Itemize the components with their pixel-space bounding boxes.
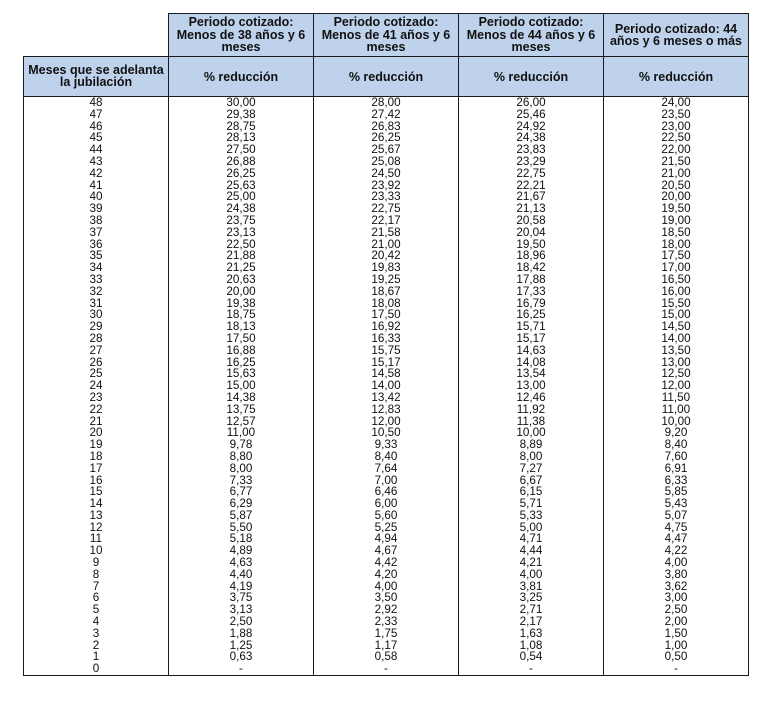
reduction-cell-44-plus: 22,00 [604, 144, 749, 156]
reduction-cell-38: 23,75 [169, 215, 314, 227]
table-row [24, 156, 749, 168]
reduction-table [23, 13, 749, 676]
reduction-cell-38: 27,50 [169, 144, 314, 156]
reduction-cell-44: 24,92 [459, 121, 604, 133]
reduction-cell-44-plus: 0,50 [604, 651, 749, 663]
months-cell: 44 [24, 144, 169, 156]
reduction-cell-44-plus: 5,43 [604, 498, 749, 510]
reduction-cell-38: 0,63 [169, 651, 314, 663]
reduction-cell-41: 7,00 [314, 475, 459, 487]
months-cell: 27 [24, 345, 169, 357]
months-cell: 30 [24, 309, 169, 321]
reduction-cell-41: 21,00 [314, 239, 459, 251]
months-cell: 6 [24, 592, 169, 604]
months-cell: 14 [24, 498, 169, 510]
reduction-cell-44: 14,08 [459, 357, 604, 369]
reduction-cell-38: 5,50 [169, 522, 314, 534]
reduction-cell-44: 3,81 [459, 581, 604, 593]
reduction-cell-44: 23,83 [459, 144, 604, 156]
reduction-cell-44: 8,89 [459, 439, 604, 451]
reduction-cell-38: 9,78 [169, 439, 314, 451]
reduction-cell-41: 3,50 [314, 592, 459, 604]
reduction-cell-44: 1,08 [459, 640, 604, 652]
reduction-cell-41: 4,42 [314, 557, 459, 569]
blank-corner-cell [24, 14, 169, 57]
months-cell: 41 [24, 180, 169, 192]
reduction-cell-44: 12,46 [459, 392, 604, 404]
reduction-cell-41: 26,83 [314, 121, 459, 133]
reduction-cell-38: 13,75 [169, 404, 314, 416]
reduction-cell-44-plus: 4,00 [604, 557, 749, 569]
reduction-cell-44-plus: 19,50 [604, 203, 749, 215]
reduction-cell-38: 15,00 [169, 380, 314, 392]
reduction-cell-41: 12,00 [314, 416, 459, 428]
reduction-cell-38: 6,29 [169, 498, 314, 510]
reduction-cell-44: 11,92 [459, 404, 604, 416]
reduction-cell-41: 25,67 [314, 144, 459, 156]
reduction-cell-41: 27,42 [314, 109, 459, 121]
months-cell: 15 [24, 486, 169, 498]
reduction-cell-44: 17,33 [459, 286, 604, 298]
reduction-cell-44-plus: 23,50 [604, 109, 749, 121]
reduction-cell-38: 26,88 [169, 156, 314, 168]
months-cell: 38 [24, 215, 169, 227]
table-row [24, 451, 749, 463]
reduction-cell-44-plus: 2,50 [604, 604, 749, 616]
reduction-cell-44-plus: 15,00 [604, 309, 749, 321]
reduction-cell-44: 6,15 [459, 486, 604, 498]
months-cell: 11 [24, 533, 169, 545]
reduction-cell-44-plus: - [604, 663, 749, 675]
months-cell: 18 [24, 451, 169, 463]
reduction-cell-44-plus: 24,00 [604, 97, 749, 109]
reduction-cell-38: 1,25 [169, 640, 314, 652]
reduction-cell-44: 5,71 [459, 498, 604, 510]
reduction-cell-44: 5,00 [459, 522, 604, 534]
months-cell: 17 [24, 463, 169, 475]
reduction-cell-38: 4,63 [169, 557, 314, 569]
months-cell: 20 [24, 427, 169, 439]
reduction-cell-41: 26,25 [314, 132, 459, 144]
reduction-cell-38: 15,63 [169, 368, 314, 380]
table-row [24, 109, 749, 121]
reduction-header: % reducción [459, 57, 604, 97]
reduction-cell-38: 26,25 [169, 168, 314, 180]
reduction-cell-38: 25,00 [169, 191, 314, 203]
reduction-cell-44-plus: 5,85 [604, 486, 749, 498]
table-row [24, 286, 749, 298]
reduction-cell-41: 14,00 [314, 380, 459, 392]
reduction-cell-44: 21,13 [459, 203, 604, 215]
reduction-cell-44-plus: 10,00 [604, 416, 749, 428]
months-cell: 1 [24, 651, 169, 663]
months-cell: 8 [24, 569, 169, 581]
reduction-cell-41: 28,00 [314, 97, 459, 109]
table-row [24, 215, 749, 227]
reduction-cell-44-plus: 12,50 [604, 368, 749, 380]
reduction-cell-38: 23,13 [169, 227, 314, 239]
reduction-cell-38: 30,00 [169, 97, 314, 109]
table-row [24, 168, 749, 180]
reduction-cell-44: 2,71 [459, 604, 604, 616]
reduction-cell-41: 1,75 [314, 628, 459, 640]
reduction-cell-41: 16,33 [314, 333, 459, 345]
reduction-cell-38: 5,18 [169, 533, 314, 545]
months-cell: 3 [24, 628, 169, 640]
reduction-cell-38: 11,00 [169, 427, 314, 439]
months-cell: 5 [24, 604, 169, 616]
reduction-cell-44: 16,25 [459, 309, 604, 321]
reduction-cell-44-plus: 18,50 [604, 227, 749, 239]
reduction-cell-44-plus: 13,50 [604, 345, 749, 357]
reduction-cell-44: 4,44 [459, 545, 604, 557]
reduction-cell-38: 20,63 [169, 274, 314, 286]
reduction-cell-44: 20,04 [459, 227, 604, 239]
reduction-cell-41: 4,00 [314, 581, 459, 593]
months-cell: 24 [24, 380, 169, 392]
reduction-cell-41: 24,50 [314, 168, 459, 180]
months-cell: 25 [24, 368, 169, 380]
reduction-cell-38: 16,88 [169, 345, 314, 357]
reduction-cell-44-plus: 16,00 [604, 286, 749, 298]
reduction-cell-44-plus: 21,50 [604, 156, 749, 168]
reduction-cell-44-plus: 5,07 [604, 510, 749, 522]
reduction-cell-44: 17,88 [459, 274, 604, 286]
reduction-cell-41: 17,50 [314, 309, 459, 321]
table-row [24, 227, 749, 239]
months-cell: 34 [24, 262, 169, 274]
reduction-cell-44: 13,54 [459, 368, 604, 380]
months-cell: 39 [24, 203, 169, 215]
reduction-cell-38: 25,63 [169, 180, 314, 192]
months-cell: 35 [24, 250, 169, 262]
reduction-cell-44-plus: 3,62 [604, 581, 749, 593]
reduction-cell-38: 17,50 [169, 333, 314, 345]
months-cell: 43 [24, 156, 169, 168]
reduction-cell-44-plus: 6,33 [604, 475, 749, 487]
reduction-cell-44-plus: 20,50 [604, 180, 749, 192]
reduction-cell-44-plus: 2,00 [604, 616, 749, 628]
reduction-cell-44: 19,50 [459, 239, 604, 251]
label-header-row [24, 57, 749, 97]
reduction-cell-41: 4,67 [314, 545, 459, 557]
reduction-cell-41: 4,94 [314, 533, 459, 545]
reduction-cell-44-plus: 6,91 [604, 463, 749, 475]
months-cell: 33 [24, 274, 169, 286]
reduction-cell-41: 7,64 [314, 463, 459, 475]
reduction-cell-41: 8,40 [314, 451, 459, 463]
reduction-cell-44: 21,67 [459, 191, 604, 203]
reduction-cell-38: 16,25 [169, 357, 314, 369]
months-advance-header: Meses que se adelanta la jubilación [24, 57, 169, 97]
reduction-cell-44-plus: 11,50 [604, 392, 749, 404]
reduction-cell-38: 24,38 [169, 203, 314, 215]
reduction-cell-44-plus: 20,00 [604, 191, 749, 203]
reduction-cell-41: 6,00 [314, 498, 459, 510]
reduction-cell-38: 8,00 [169, 463, 314, 475]
reduction-cell-44-plus: 18,00 [604, 239, 749, 251]
reduction-cell-44: 13,00 [459, 380, 604, 392]
reduction-cell-38: - [169, 663, 314, 675]
reduction-cell-38: 22,50 [169, 239, 314, 251]
reduction-cell-38: 21,88 [169, 250, 314, 262]
months-cell: 4 [24, 616, 169, 628]
reduction-cell-44: 6,67 [459, 475, 604, 487]
table-row [24, 663, 749, 675]
reduction-cell-44-plus: 1,00 [604, 640, 749, 652]
reduction-cell-44: 4,21 [459, 557, 604, 569]
period-header-41: Periodo cotizado: Menos de 41 años y 6 meses [314, 14, 459, 57]
reduction-cell-44: - [459, 663, 604, 675]
months-cell: 36 [24, 239, 169, 251]
reduction-cell-44-plus: 21,00 [604, 168, 749, 180]
reduction-cell-38: 28,13 [169, 132, 314, 144]
reduction-cell-38: 4,19 [169, 581, 314, 593]
reduction-cell-41: 2,33 [314, 616, 459, 628]
reduction-cell-44: 18,96 [459, 250, 604, 262]
reduction-cell-44: 14,63 [459, 345, 604, 357]
months-cell: 46 [24, 121, 169, 133]
period-header-44-plus: Periodo cotizado: 44 años y 6 meses o más [604, 14, 749, 57]
reduction-cell-41: 4,20 [314, 569, 459, 581]
months-cell: 48 [24, 97, 169, 109]
reduction-cell-38: 4,89 [169, 545, 314, 557]
period-header-row [24, 14, 749, 57]
reduction-cell-41: - [314, 663, 459, 675]
reduction-cell-44-plus: 1,50 [604, 628, 749, 640]
months-cell: 21 [24, 416, 169, 428]
period-header-44: Periodo cotizado: Menos de 44 años y 6 meses [459, 14, 604, 57]
reduction-cell-44-plus: 4,47 [604, 533, 749, 545]
reduction-cell-44: 1,63 [459, 628, 604, 640]
months-cell: 7 [24, 581, 169, 593]
period-header-38: Periodo cotizado: Menos de 38 años y 6 meses [169, 14, 314, 57]
reduction-cell-41: 19,83 [314, 262, 459, 274]
months-cell: 19 [24, 439, 169, 451]
reduction-cell-44: 0,54 [459, 651, 604, 663]
reduction-cell-41: 15,17 [314, 357, 459, 369]
reduction-cell-44: 15,17 [459, 333, 604, 345]
reduction-cell-41: 14,58 [314, 368, 459, 380]
reduction-cell-44: 2,17 [459, 616, 604, 628]
reduction-cell-44: 16,79 [459, 298, 604, 310]
reduction-cell-38: 18,13 [169, 321, 314, 333]
reduction-cell-38: 3,13 [169, 604, 314, 616]
reduction-cell-44: 20,58 [459, 215, 604, 227]
reduction-cell-41: 20,42 [314, 250, 459, 262]
reduction-cell-38: 8,80 [169, 451, 314, 463]
reduction-cell-44: 4,71 [459, 533, 604, 545]
reduction-cell-38: 7,33 [169, 475, 314, 487]
reduction-header: % reducción [604, 57, 749, 97]
reduction-cell-44-plus: 8,40 [604, 439, 749, 451]
reduction-cell-44-plus: 11,00 [604, 404, 749, 416]
reduction-cell-41: 22,17 [314, 215, 459, 227]
reduction-cell-38: 3,75 [169, 592, 314, 604]
reduction-cell-38: 6,77 [169, 486, 314, 498]
months-cell: 23 [24, 392, 169, 404]
reduction-cell-38: 28,75 [169, 121, 314, 133]
reduction-cell-38: 12,57 [169, 416, 314, 428]
reduction-cell-44: 4,00 [459, 569, 604, 581]
table-row [24, 463, 749, 475]
reduction-cell-44: 8,00 [459, 451, 604, 463]
reduction-cell-41: 0,58 [314, 651, 459, 663]
reduction-cell-38: 5,87 [169, 510, 314, 522]
months-cell: 42 [24, 168, 169, 180]
table-row [24, 404, 749, 416]
reduction-cell-44-plus: 17,00 [604, 262, 749, 274]
reduction-cell-44: 26,00 [459, 97, 604, 109]
months-cell: 16 [24, 475, 169, 487]
reduction-cell-44-plus: 23,00 [604, 121, 749, 133]
reduction-cell-44: 22,75 [459, 168, 604, 180]
reduction-cell-44: 23,29 [459, 156, 604, 168]
months-cell: 37 [24, 227, 169, 239]
months-cell: 45 [24, 132, 169, 144]
reduction-cell-38: 21,25 [169, 262, 314, 274]
reduction-cell-44-plus: 14,50 [604, 321, 749, 333]
months-cell: 12 [24, 522, 169, 534]
months-cell: 28 [24, 333, 169, 345]
reduction-cell-44-plus: 14,00 [604, 333, 749, 345]
reduction-cell-41: 10,50 [314, 427, 459, 439]
reduction-cell-41: 21,58 [314, 227, 459, 239]
table-body [24, 97, 749, 676]
reduction-cell-41: 18,67 [314, 286, 459, 298]
reduction-cell-44: 15,71 [459, 321, 604, 333]
reduction-cell-44-plus: 13,00 [604, 357, 749, 369]
table-row [24, 510, 749, 522]
months-cell: 29 [24, 321, 169, 333]
table-header [24, 14, 749, 97]
reduction-cell-44-plus: 9,20 [604, 427, 749, 439]
reduction-header: % reducción [314, 57, 459, 97]
reduction-cell-38: 29,38 [169, 109, 314, 121]
months-cell: 2 [24, 640, 169, 652]
reduction-cell-44: 25,46 [459, 109, 604, 121]
reduction-cell-41: 6,46 [314, 486, 459, 498]
table-row [24, 569, 749, 581]
reduction-cell-41: 1,17 [314, 640, 459, 652]
reduction-cell-44-plus: 3,80 [604, 569, 749, 581]
reduction-cell-44-plus: 15,50 [604, 298, 749, 310]
reduction-cell-44: 24,38 [459, 132, 604, 144]
reduction-cell-44: 10,00 [459, 427, 604, 439]
reduction-cell-41: 25,08 [314, 156, 459, 168]
reduction-cell-41: 12,83 [314, 404, 459, 416]
months-cell: 9 [24, 557, 169, 569]
table-row [24, 333, 749, 345]
months-cell: 26 [24, 357, 169, 369]
months-cell: 32 [24, 286, 169, 298]
months-cell: 0 [24, 663, 169, 675]
reduction-cell-41: 15,75 [314, 345, 459, 357]
reduction-cell-41: 5,60 [314, 510, 459, 522]
reduction-cell-44: 7,27 [459, 463, 604, 475]
months-cell: 22 [24, 404, 169, 416]
reduction-cell-44-plus: 3,00 [604, 592, 749, 604]
reduction-cell-38: 4,40 [169, 569, 314, 581]
table-row [24, 628, 749, 640]
reduction-cell-44-plus: 12,00 [604, 380, 749, 392]
reduction-cell-44: 11,38 [459, 416, 604, 428]
reduction-cell-41: 22,75 [314, 203, 459, 215]
reduction-cell-44: 5,33 [459, 510, 604, 522]
reduction-cell-38: 1,88 [169, 628, 314, 640]
reduction-cell-41: 2,92 [314, 604, 459, 616]
months-cell: 13 [24, 510, 169, 522]
reduction-cell-38: 19,38 [169, 298, 314, 310]
reduction-cell-44: 18,42 [459, 262, 604, 274]
reduction-cell-38: 18,75 [169, 309, 314, 321]
reduction-cell-44: 3,25 [459, 592, 604, 604]
reduction-cell-38: 2,50 [169, 616, 314, 628]
reduction-cell-41: 19,25 [314, 274, 459, 286]
reduction-cell-44-plus: 16,50 [604, 274, 749, 286]
table-row [24, 345, 749, 357]
reduction-header: % reducción [169, 57, 314, 97]
table-row [24, 392, 749, 404]
reduction-cell-44-plus: 7,60 [604, 451, 749, 463]
reduction-cell-44-plus: 17,50 [604, 250, 749, 262]
reduction-cell-38: 14,38 [169, 392, 314, 404]
reduction-cell-38: 20,00 [169, 286, 314, 298]
reduction-cell-44-plus: 4,22 [604, 545, 749, 557]
months-cell: 31 [24, 298, 169, 310]
table-row [24, 274, 749, 286]
reduction-cell-44-plus: 19,00 [604, 215, 749, 227]
reduction-cell-41: 18,08 [314, 298, 459, 310]
reduction-cell-44-plus: 22,50 [604, 132, 749, 144]
reduction-cell-41: 23,33 [314, 191, 459, 203]
months-cell: 10 [24, 545, 169, 557]
months-cell: 40 [24, 191, 169, 203]
reduction-cell-41: 13,42 [314, 392, 459, 404]
reduction-cell-41: 5,25 [314, 522, 459, 534]
reduction-cell-44: 22,21 [459, 180, 604, 192]
reduction-cell-41: 23,92 [314, 180, 459, 192]
table-row [24, 97, 749, 109]
reduction-cell-41: 16,92 [314, 321, 459, 333]
months-cell: 47 [24, 109, 169, 121]
reduction-cell-41: 9,33 [314, 439, 459, 451]
reduction-cell-44-plus: 4,75 [604, 522, 749, 534]
